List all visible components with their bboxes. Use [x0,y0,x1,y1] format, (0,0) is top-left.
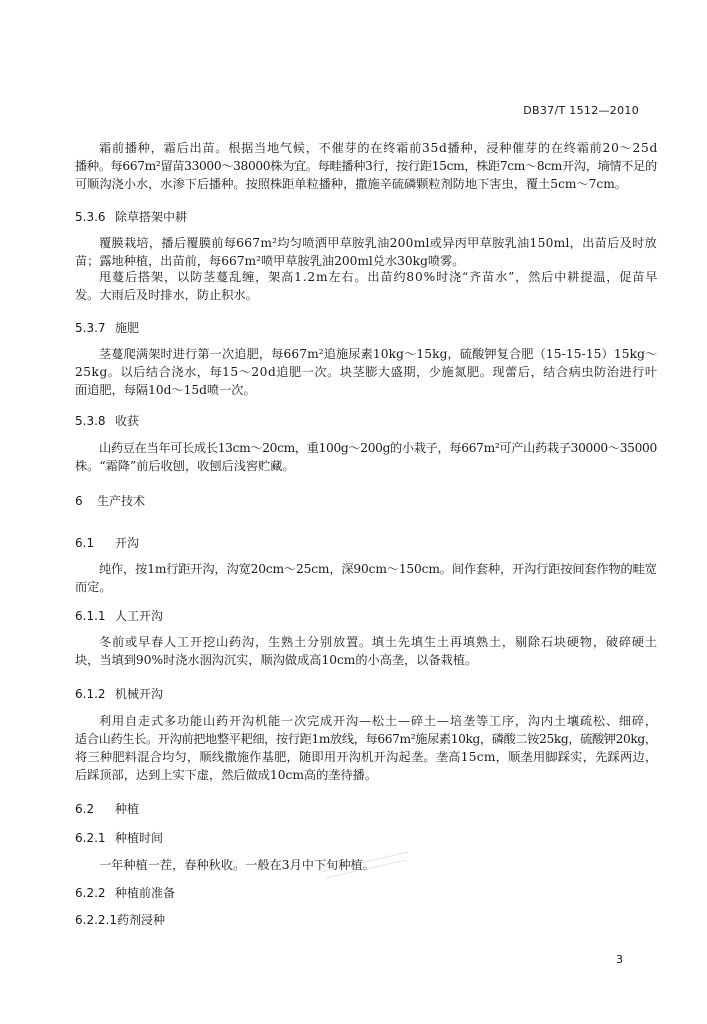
paragraph-line: 而定。 [75,580,112,594]
paragraph-line: 苗；露地种植，出苗前，每667m²喷甲草胺乳油200ml兑水30kg喷雾。 [75,254,465,268]
paragraph-line: 霜前播种，霜后出苗。根据当地气候，不催芽的在终霜前35d播种，浸种催芽的在终霜前20～25d [99,141,658,155]
paragraph-line: 纯作，按1m行距开沟，沟宽20cm～25cm，深90cm～150cm。间作套种，开沟行距按间套作物的畦宽 [99,562,657,576]
paragraph-line: 将三种肥料混合均匀，顺线撒施作基肥，随即用开沟机开沟起垄。垄高15cm，顺垄用脚踩实，先踩两边， [75,750,658,764]
paragraph-line: 面追肥，每隔10d～15d喷一次。 [75,383,256,397]
section-number: 6.2 [75,802,95,816]
section-title: 生产技术 [97,494,146,508]
section-title: 种植前准备 [115,886,176,900]
paragraph-line: 适合山药生长。开沟前把地整平耙细，按行距1m放线，每667m²施尿素10kg，磷酸二铵25kg，硫酸钾20kg， [75,732,657,746]
section-number: 5.3.6 [75,210,106,224]
section-number: 6.1 [75,536,95,550]
section-title: 开沟 [115,536,140,550]
section-number: 5.3.8 [75,414,106,428]
paragraph-line: 甩蔓后搭架，以防茎蔓乱缠，架高1.2m左右。出苗约80%时浇“齐苗水”，然后中耕提温，促苗早 [99,270,659,284]
section-heading [75,320,139,336]
section-title: 除草搭架中耕 [115,210,188,224]
page-number: 3 [616,953,623,966]
section-title: 机械开沟 [115,687,164,701]
paragraph-line: 覆膜栽培，播后覆膜前每667m²均匀喷洒甲草胺乳油200ml或异丙甲草胺乳油150ml，出苗后及时放 [99,236,657,250]
section-heading [75,912,165,928]
section-heading [75,686,163,702]
section-number: 6.2.2.1 [75,913,117,927]
section-heading [75,413,139,429]
section-number: 6.2.2 [75,886,106,900]
paragraph-line: 茎蔓爬满架时进行第一次追肥，每667m²追施尿素10kg～15kg，硫酸钾复合肥（15-15-15）15kg～ [99,347,658,361]
section-title: 种植时间 [115,831,164,845]
paragraph-line: 山药豆在当年可长成长13cm～20cm，重100g～200g的小栽子，每667m²可产山药栽子30000～35000 [99,441,657,455]
section-heading [75,885,175,901]
paragraph-line: 发。大雨后及时排水，防止积水。 [75,288,258,302]
paragraph-line: 冬前或早春人工开挖山药沟，生熟土分别放置。填土先填生土再填熟土，剔除石块硬物，破碎硬土 [99,635,658,649]
section-heading [75,209,187,225]
faint-watermark-stamp [318,842,413,888]
document-code: DB37/T 1512—2010 [523,104,639,117]
section-title: 药剂浸种 [116,913,165,927]
section-title: 人工开沟 [115,609,164,623]
section-number: 6 [75,494,83,508]
section-heading [75,801,139,817]
section-number: 6.2.1 [75,831,106,845]
section-title: 收获 [115,414,140,428]
section-heading [75,535,139,551]
section-heading [75,493,145,509]
section-number: 6.1.1 [75,609,106,623]
paragraph-line: 可顺沟浇小水，水渗下后播种。按照株距单粒播种，撒施辛硫磷颗粒剂防地下害虫，覆土5cm～7cm。 [75,177,627,191]
section-title: 种植 [115,802,140,816]
section-number: 6.1.2 [75,687,106,701]
section-title: 施肥 [115,321,140,335]
section-number: 5.3.7 [75,321,106,335]
section-heading [75,608,163,624]
paragraph-line: 25kg。以后结合浇水，每15～20d追肥一次。块茎膨大盛期，少施氮肥。现蕾后，结合病虫防治进行叶 [75,365,658,379]
section-heading [75,830,163,846]
paragraph-line: 一年种植一茬，春种秋收。一般在3月中下旬种植。 [99,858,375,872]
paragraph-line: 利用自走式多功能山药开沟机能一次完成开沟—松土—碎土—培垄等工序，沟内土壤疏松、细碎， [99,714,658,728]
paragraph-line: 株。“霜降”前后收刨，收刨后浅窖贮藏。 [75,459,295,473]
paragraph-line: 块，当填到90%时浇水洇沟沉实，顺沟做成高10cm的小高垄，以备栽植。 [75,653,478,667]
paragraph-line: 后踩顶部，达到上实下虚，然后做成10cm高的垄待播。 [75,768,378,782]
paragraph-line: 播种。每667m²留苗33000～38000株为宜。每畦播种3行，按行距15cm，株距7cm～8cm开沟，墒情不足的 [75,159,657,173]
